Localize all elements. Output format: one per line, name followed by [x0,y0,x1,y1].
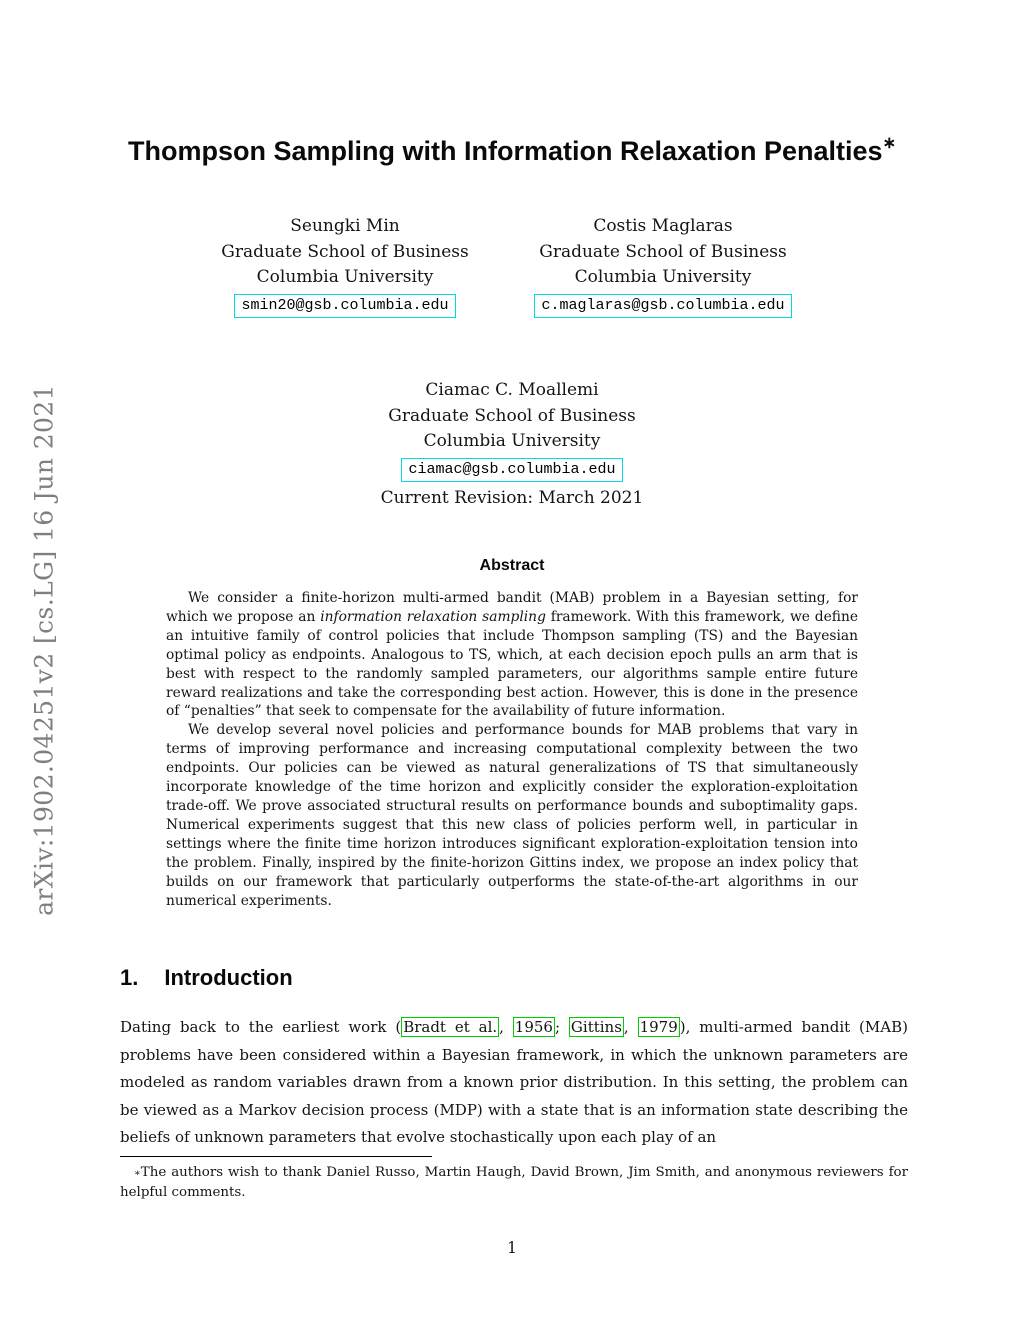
intro-sep2: ; [554,1018,569,1036]
revision-line: Current Revision: March 2021 [380,488,644,508]
citation-link-1979[interactable]: 1979 [639,1018,678,1036]
introduction-body [120,1014,908,1152]
abstract-paragraph-1 [166,589,858,721]
author-block-1 [195,214,495,318]
intro-sep1: , [499,1018,513,1036]
email-link[interactable]: smin20@gsb.columbia.edu [234,294,455,318]
intro-p1-pre: Dating back to the earliest work ( [120,1018,402,1036]
author-name: Seungki Min [290,216,400,236]
email-link[interactable]: c.maglaras@gsb.columbia.edu [534,294,791,318]
introduction-paragraph-1 [120,1014,908,1152]
section-number: 1. [120,965,139,990]
paper-title-text: Thompson Sampling with Information Relaxation Penalties [128,136,883,166]
citation-link-1956[interactable]: 1956 [514,1018,553,1036]
author-name: Ciamac C. Moallemi [425,380,599,400]
email-link[interactable]: ciamac@gsb.columbia.edu [401,458,622,482]
author-block-3 [362,378,662,482]
footnote-marker: ∗ [134,1168,141,1179]
italic-phrase: information relaxation sampling [320,608,546,625]
abstract-body [166,589,858,910]
author-affiliation: Graduate School of Business [221,241,469,262]
abstract-paragraph-2: We develop several novel policies and performance bounds for MAB problems that vary in terms of improving performance and increasing computational complexity between the two endpoints. Our policies can be viewed as natural generalizations of TS that simultaneously incorporate knowledge of the time horizon and explicitly consider the exploration-exploitation trade-off. We prove associated structural results on performance bounds and suboptimality gaps. Numerical experiments suggest that this new class of policies perform well, in particular in settings where the finite time horizon introduces significant exploration-exploitation tension into the problem. Finally, inspired by the finite-horizon Gittins index, we propose an index policy that builds on our framework that particularly outperforms the state-of-the-art algorithms in our numerical experiments. [166,722,858,909]
footnote [120,1163,908,1202]
author-affiliation: Columbia University [574,267,752,287]
author-name: Costis Maglaras [593,216,733,236]
arxiv-watermark-label: arXiv:1902.04251v2 [cs.LG] 16 Jun 2021 [29,384,59,916]
intro-p1-post: ), multi-armed bandit (MAB) problems have been considered within a Bayesian framework, in which the unknown parameters are modeled as random variables drawn from a known prior distribution. In this setting, the problem can be viewed as a Markov decision process (MDP) with a state that is an information state describing the beliefs of unknown parameters that evolve stochastically upon each play of an [120,1018,908,1147]
citation-link-bradt[interactable]: Bradt et al. [403,1018,498,1036]
author-affiliation: Columbia University [256,267,434,287]
citation-link-gittins[interactable]: Gittins [570,1018,622,1036]
author-affiliation: Columbia University [423,431,601,451]
thanks-marker: ∗ [882,135,896,152]
intro-sep3: , [623,1018,638,1036]
author-affiliation: Graduate School of Business [388,405,636,426]
author-affiliation: Graduate School of Business [539,241,787,262]
section-title: Introduction [164,965,293,990]
page-number: 1 [507,1239,517,1257]
abstract-p1-pre: We consider a finite-horizon multi-armed bandit (MAB) problem in a Bayesian setting, for which we propose an [166,590,858,625]
abstract-p1-post: framework. With this framework, we define an intuitive family of control policies that include Thompson sampling (TS) and the Bayesian optimal policy as endpoints. Analogous to TS, which, at each decision epoch pulls an arm that is best with respect to the randomly sampled parameters, our algorithms sample entire future reward realizations and take the corresponding best action. However, this is done in the presence of “penalties” that seek to compensate for the availability of future information. [166,608,858,720]
paper-title [0,136,1024,167]
footnote-text: The authors wish to thank Daniel Russo, Martin Haugh, David Brown, Jim Smith, and anonymous reviewers for helpful comments. [120,1165,908,1200]
footnote-rule [120,1156,432,1157]
section-heading-introduction [120,965,293,991]
abstract-heading: Abstract [479,557,545,574]
author-block-2 [513,214,813,318]
